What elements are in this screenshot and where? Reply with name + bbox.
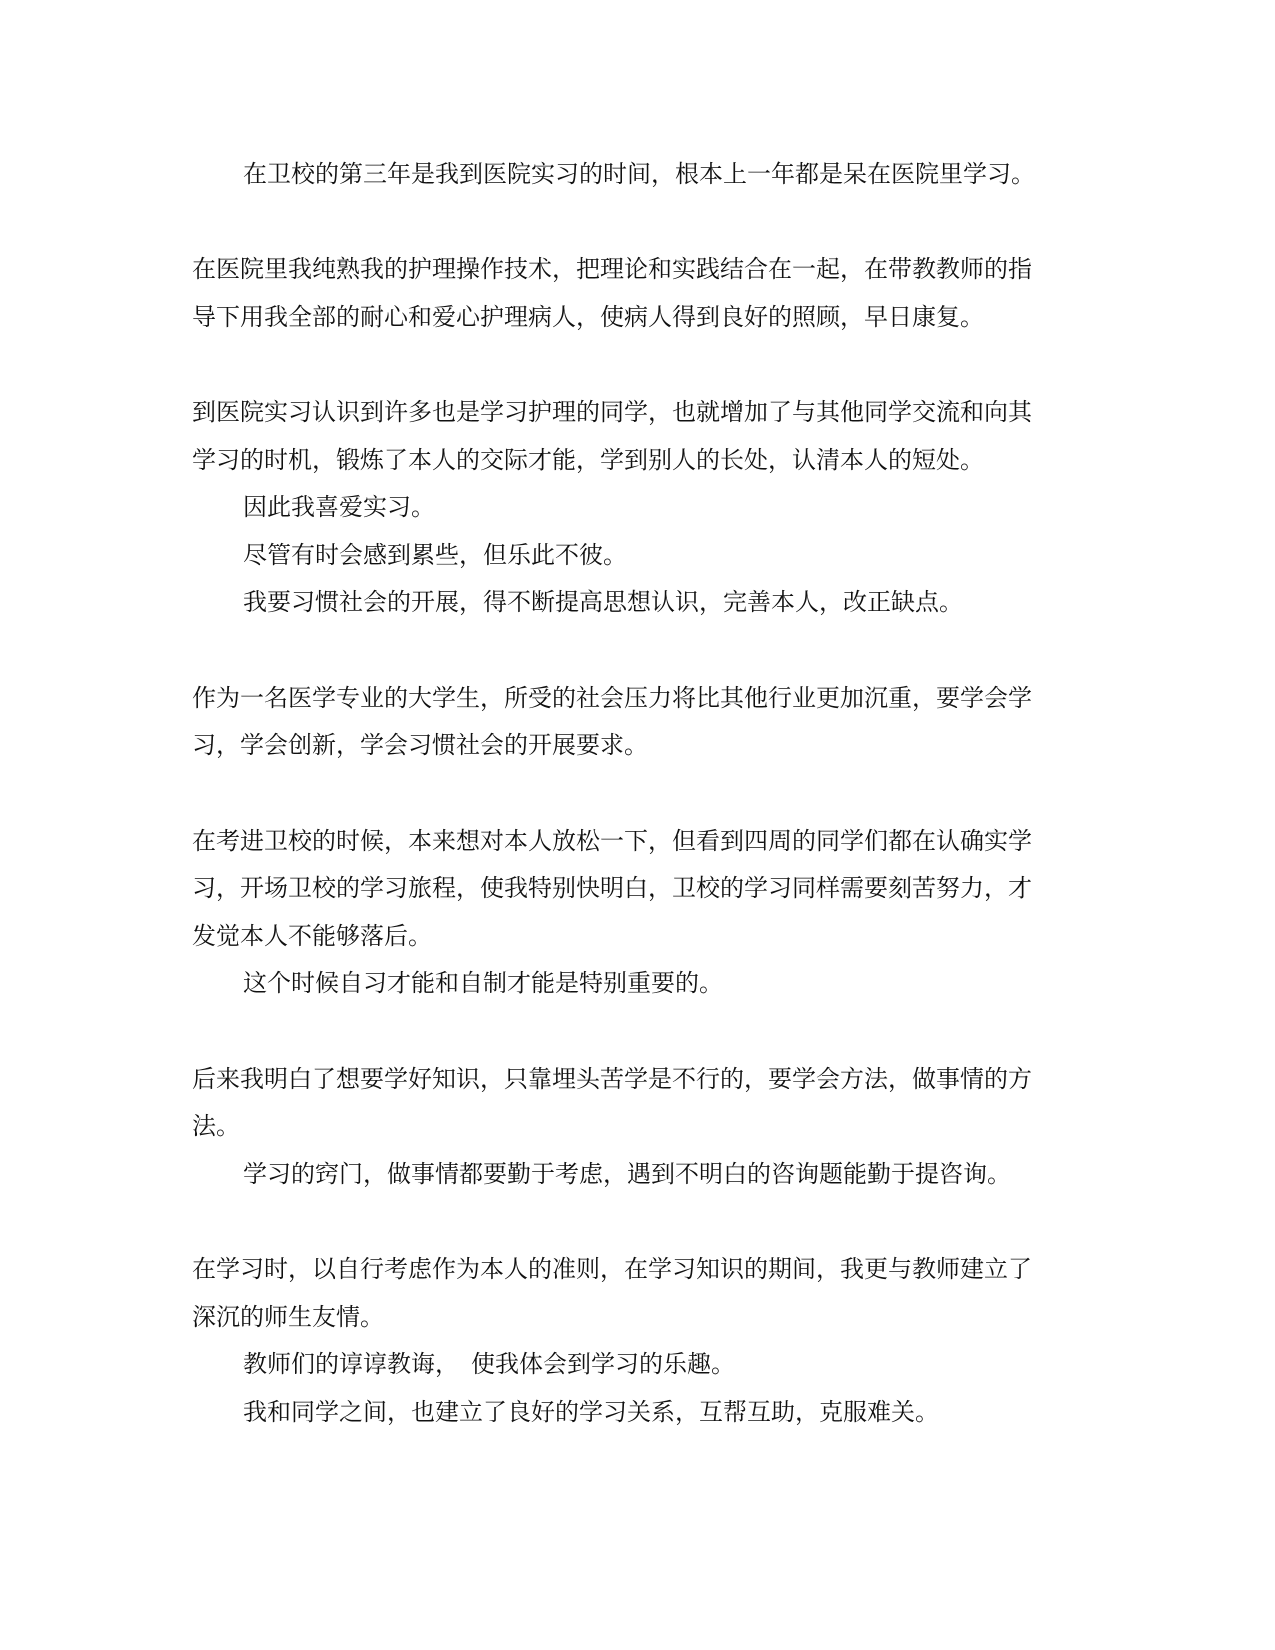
text-line: 发觉本人不能够落后。 <box>192 922 432 950</box>
text-line: 深沉的师生友情。 <box>192 1303 384 1331</box>
text-line: 我要习惯社会的开展，得不断提高思想认识，完善本人，改正缺点。 <box>243 588 963 616</box>
text-line: 在医院里我纯熟我的护理操作技术，把理论和实践结合在一起，在带教教师的指 <box>192 255 1032 283</box>
text-line: 在考进卫校的时候，本来想对本人放松一下，但看到四周的同学们都在认确实学 <box>192 827 1032 855</box>
text-line: 后来我明白了想要学好知识，只靠埋头苦学是不行的，要学会方法，做事情的方 <box>192 1065 1032 1093</box>
text-line: 尽管有时会感到累些，但乐此不彼。 <box>243 541 627 569</box>
text-line: 学习的时机，锻炼了本人的交际才能，学到别人的长处，认清本人的短处。 <box>192 446 984 474</box>
text-line: 在学习时，以自行考虑作为本人的准则，在学习知识的期间，我更与教师建立了 <box>192 1255 1032 1283</box>
text-line: 到医院实习认识到许多也是学习护理的同学，也就增加了与其他同学交流和向其 <box>192 398 1032 426</box>
text-line: 因此我喜爱实习。 <box>243 493 435 521</box>
text-line: 我和同学之间，也建立了良好的学习关系，互帮互助，克服难关。 <box>243 1398 939 1426</box>
text-line: 这个时候自习才能和自制才能是特别重要的。 <box>243 969 723 997</box>
text-line: 教师们的谆谆教诲， 使我体会到学习的乐趣。 <box>243 1350 735 1378</box>
text-line: 在卫校的第三年是我到医院实习的时间，根本上一年都是呆在医院里学习。 <box>243 160 1035 188</box>
text-line: 习，开场卫校的学习旅程，使我特别快明白，卫校的学习同样需要刻苦努力，才 <box>192 874 1032 902</box>
text-line: 习，学会创新，学会习惯社会的开展要求。 <box>192 731 648 759</box>
text-line: 学习的窍门，做事情都要勤于考虑，遇到不明白的咨询题能勤于提咨询。 <box>243 1160 1011 1188</box>
text-line: 法。 <box>192 1112 240 1140</box>
text-line: 导下用我全部的耐心和爱心护理病人，使病人得到良好的照顾，早日康复。 <box>192 303 984 331</box>
text-line: 作为一名医学专业的大学生，所受的社会压力将比其他行业更加沉重，要学会学 <box>192 684 1032 712</box>
